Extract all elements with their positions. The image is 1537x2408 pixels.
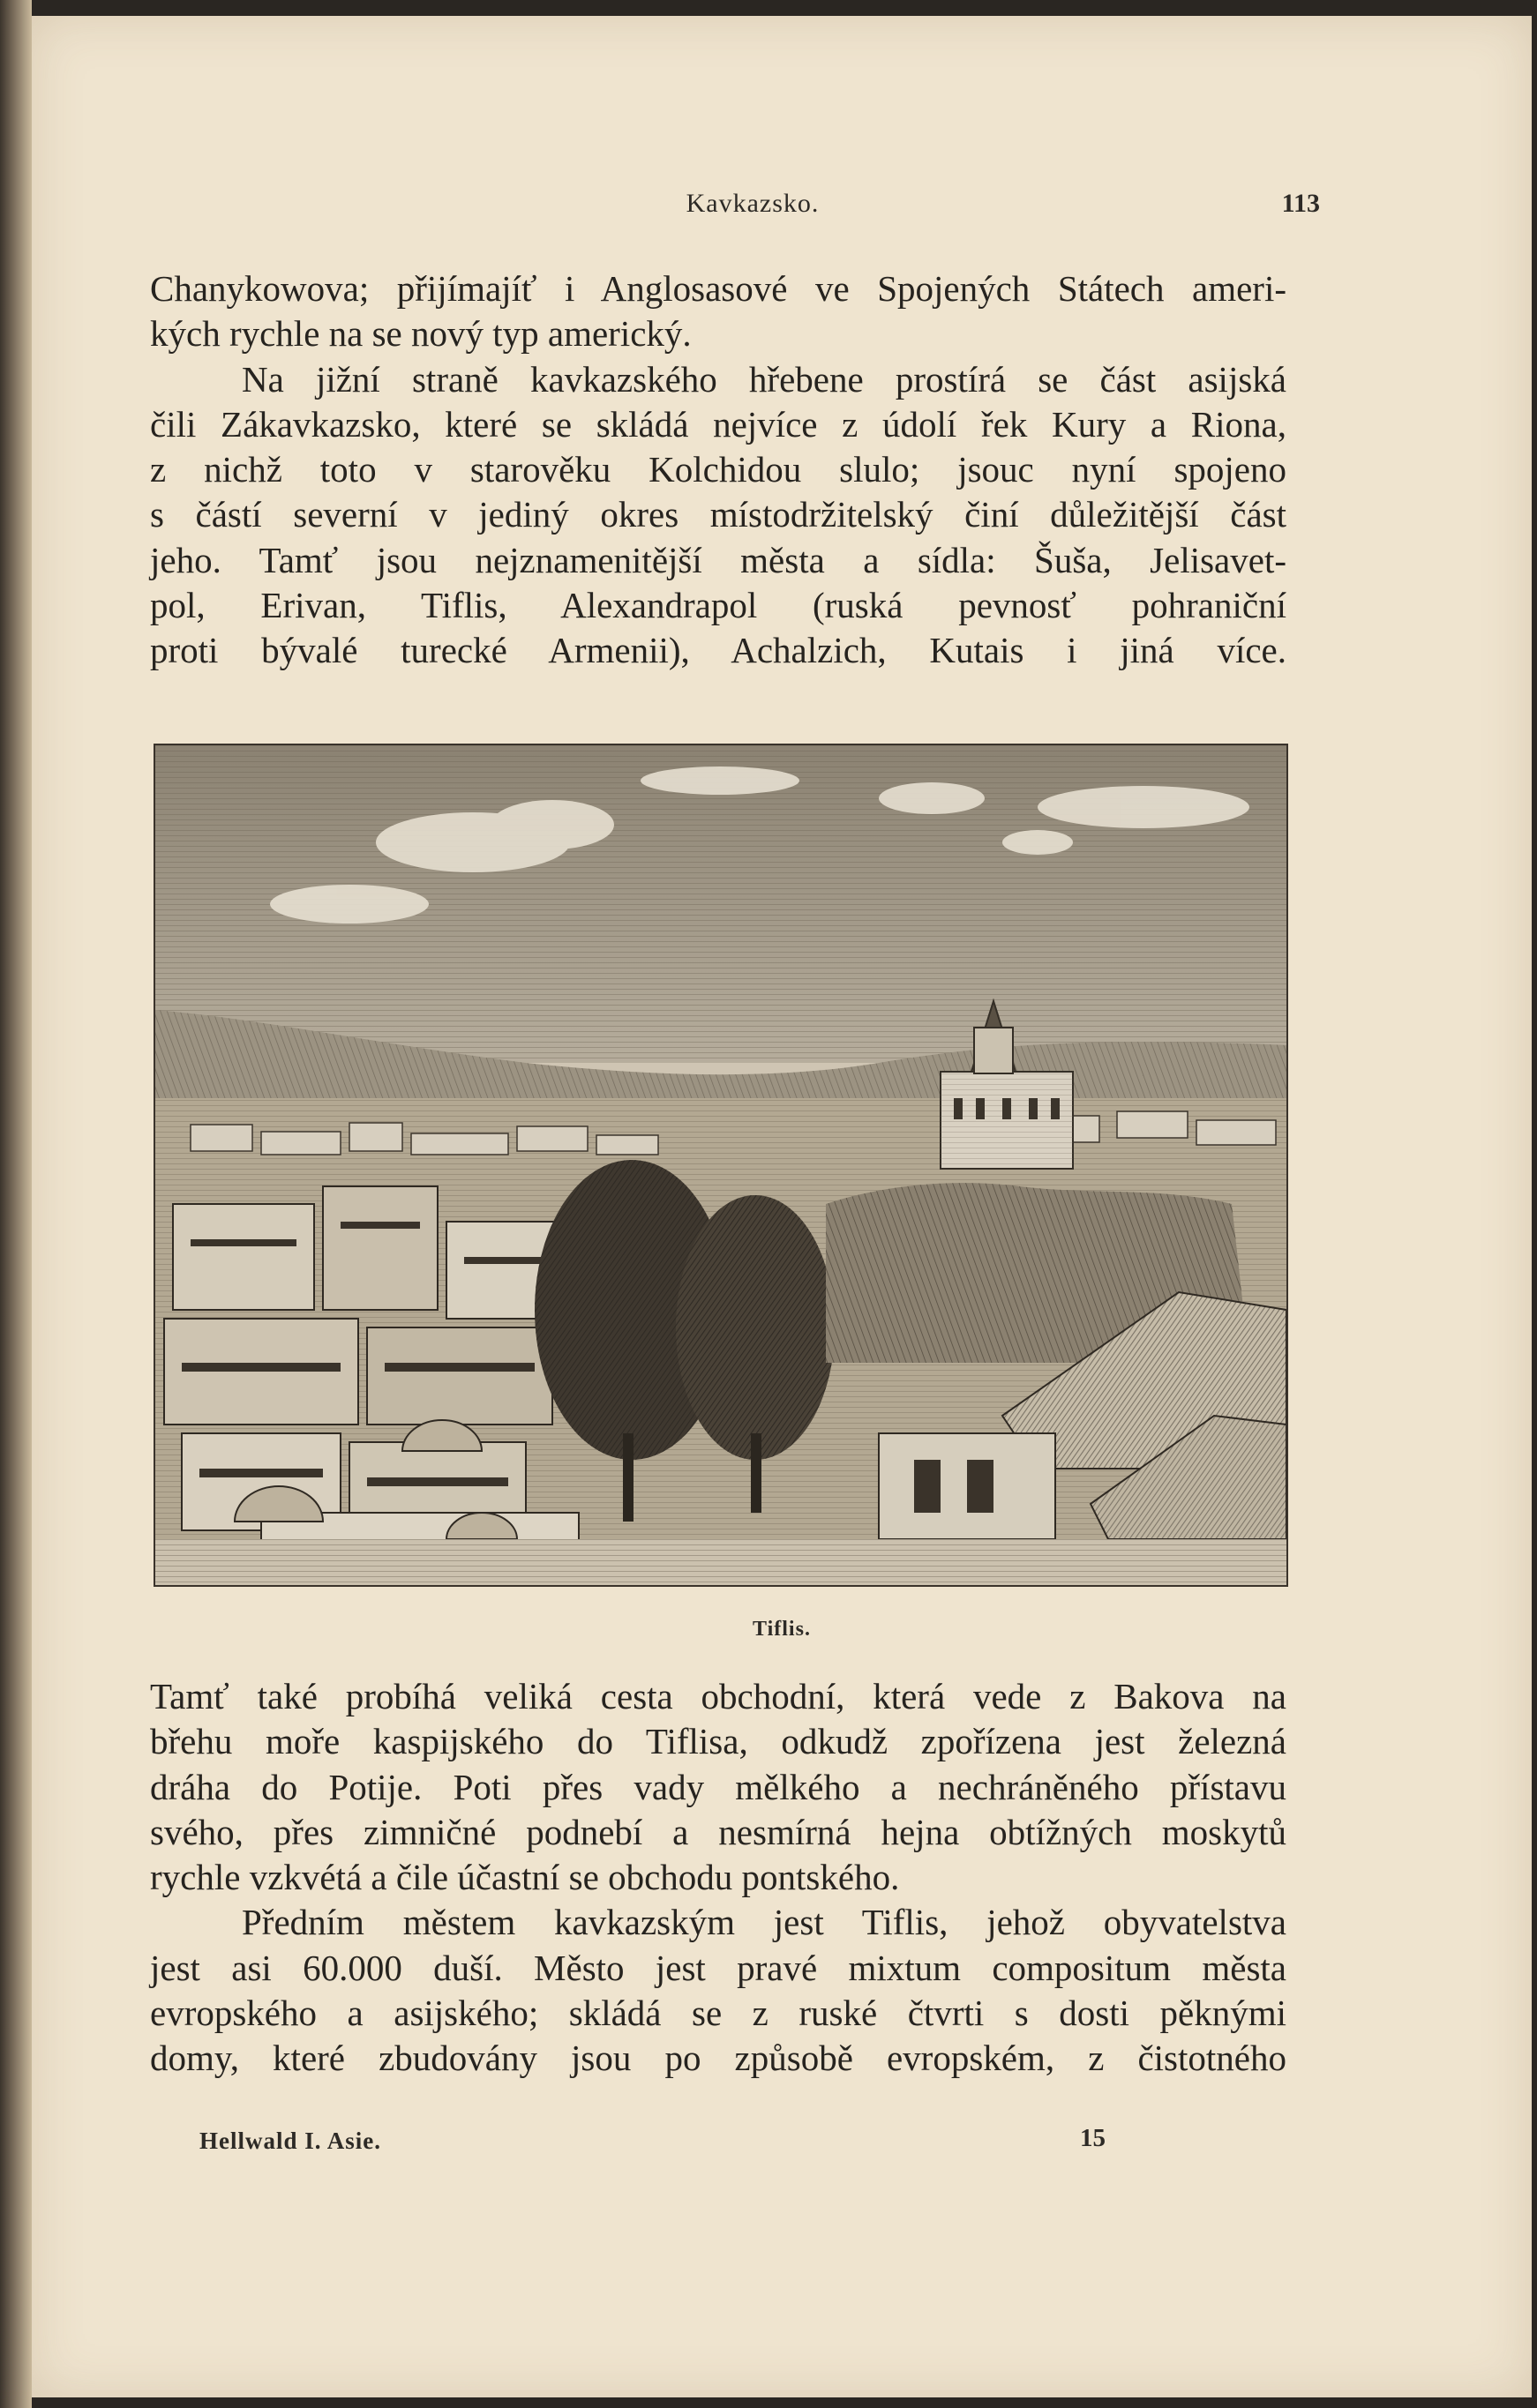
page-number: 113 [1281, 189, 1320, 218]
text-line: břehu moře kaspijského do Tiflisa, odkudž zpořízena jest železná [150, 1721, 1286, 1762]
book-page [32, 16, 1532, 2397]
engraving-svg [155, 745, 1286, 1585]
book-spine [0, 0, 32, 2408]
text-line: Tamť také probíhá veliká cesta obchodní, která vede z Bakova na [150, 1676, 1286, 1716]
text-line: evropského a asijského; skládá se z ruské čtvrti s dosti pěknými [150, 1993, 1286, 2034]
paragraph-3 [150, 1674, 1286, 2082]
text-line: s částí severní v jediný okres místodržitelský činí důležitější část [150, 494, 1286, 535]
text-line: jest asi 60.000 duší. Město jest pravé mixtum compositum města [150, 1947, 1286, 1988]
text-line: domy, které zbudovány jsou po způsobě evropském, z čistotného [150, 2038, 1286, 2079]
text-line: čili Zákavkazsko, které se skládá nejvíce z údolí řek Kury a Riona, [150, 403, 1286, 445]
engraving-tiflis [154, 744, 1288, 1587]
signature-mark: Hellwald I. Asie. [199, 2128, 382, 2154]
text-line: rychle vzkvétá a čile účastní se obchodu pontského. [150, 1857, 900, 1898]
text-line: jeho. Tamť jsou nejznamenitější města a sídla: Šuša, Jelisavet- [150, 539, 1286, 580]
text-line: dráha do Potije. Poti přes vady mělkého a nechráněného přístavu [150, 1766, 1286, 1807]
text-line: kých rychle na se nový typ americký. [150, 313, 692, 355]
text-line: proti bývalé turecké Armenii), Achalzich, Kutais i jiná více. [150, 630, 1286, 671]
paragraph-1 [150, 266, 1286, 674]
figure-caption: Tiflis. [753, 1618, 811, 1641]
text-line: Chanykowova; přijímajíť i Anglosasové ve Spojených Státech ameri- [150, 268, 1286, 309]
running-title: Kavkazsko. [686, 189, 820, 218]
text-line: z nichž toto v starověku Kolchidou slulo; jsouc nyní spojeno [150, 449, 1286, 490]
text-line: Na jižní straně kavkazského hřebene prostírá se část asijská [242, 358, 1286, 400]
sheet-number: 15 [1080, 2124, 1106, 2152]
text-line: Předním městem kavkazským jest Tiflis, jehož obyvatelstva [242, 1902, 1286, 1943]
text-line: pol, Erivan, Tiflis, Alexandrapol (ruská pevnosť pohraniční [150, 585, 1286, 626]
text-line: svého, přes zimničné podnebí a nesmírná hejna obtížných moskytů [150, 1811, 1286, 1852]
